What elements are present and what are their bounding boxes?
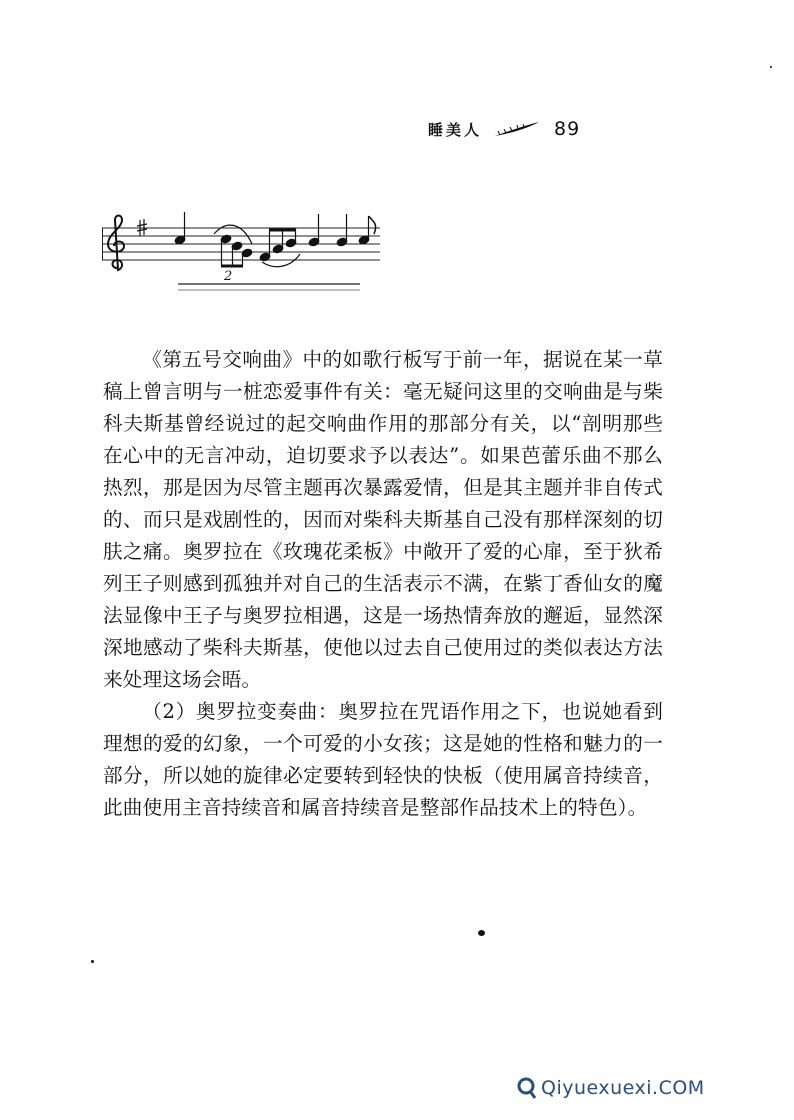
note-2 [220,234,232,266]
note-6 [272,230,284,254]
paragraph: （2）奥罗拉变奏曲：奥罗拉在咒语作用之下，也说她看到理想的爱的幻象，一个可爱的小女孩；这是她的性格和魅力的一部分，所以她的旋律必定要转到轻快的快板（使用属音持续音，此曲使用主音持续音和属音持续音是整部作品技术上的特色）。 [103,700,663,819]
music-score-excerpt [102,210,392,300]
ink-speck [770,66,772,68]
treble-clef-icon [108,216,124,271]
triplet-number: 2 [224,269,233,284]
site-logo-icon [516,1076,538,1100]
page-number: 89 [554,118,581,140]
ink-speck [91,960,94,963]
watermark [516,1076,705,1100]
feather-ornament-icon [494,121,540,137]
body-text [103,344,663,824]
note-5 [259,230,271,262]
note-3 [231,241,243,266]
chapter-title: 睡美人 [428,120,483,139]
ink-speck [478,930,485,936]
note-7 [285,230,297,248]
paragraph: 《第五号交响曲》中的如歌行板写于前一年，据说在某一草稿上曾言明与一桩恋爱事件有关：毫无疑问这里的交响曲是与柴科夫斯基曾经说过的起交响曲作用的那部分有关，以“剖明那些在心中的无言冲动，迫切要求予以表达”。如果芭蕾乐曲不那么热烈，那是因为尽管主题再次暴露爱情，但是其主题并非自传式的、而只是戏剧性的，因而对柴科夫斯基自己没有那样深刻的切肤之痛。奥罗拉在《玫瑰花柔板》中敞开了爱的心扉，至于狄希列王子则感到孤独并对自己的生活表示不满，在紫丁香仙女的魔法显像中王子与奥罗拉相遇，这是一场热情奔放的邂逅，显然深深地感动了柴科夫斯基，使他以过去自己使用过的类似表达方法来处理这场会晤。 [103,348,663,691]
note-4 [241,248,253,266]
watermark-text: Qiyuexuexi.COM [541,1077,705,1099]
note-10 [358,216,376,245]
running-header [428,118,580,140]
note-9 [336,214,348,247]
note-8 [308,214,320,247]
